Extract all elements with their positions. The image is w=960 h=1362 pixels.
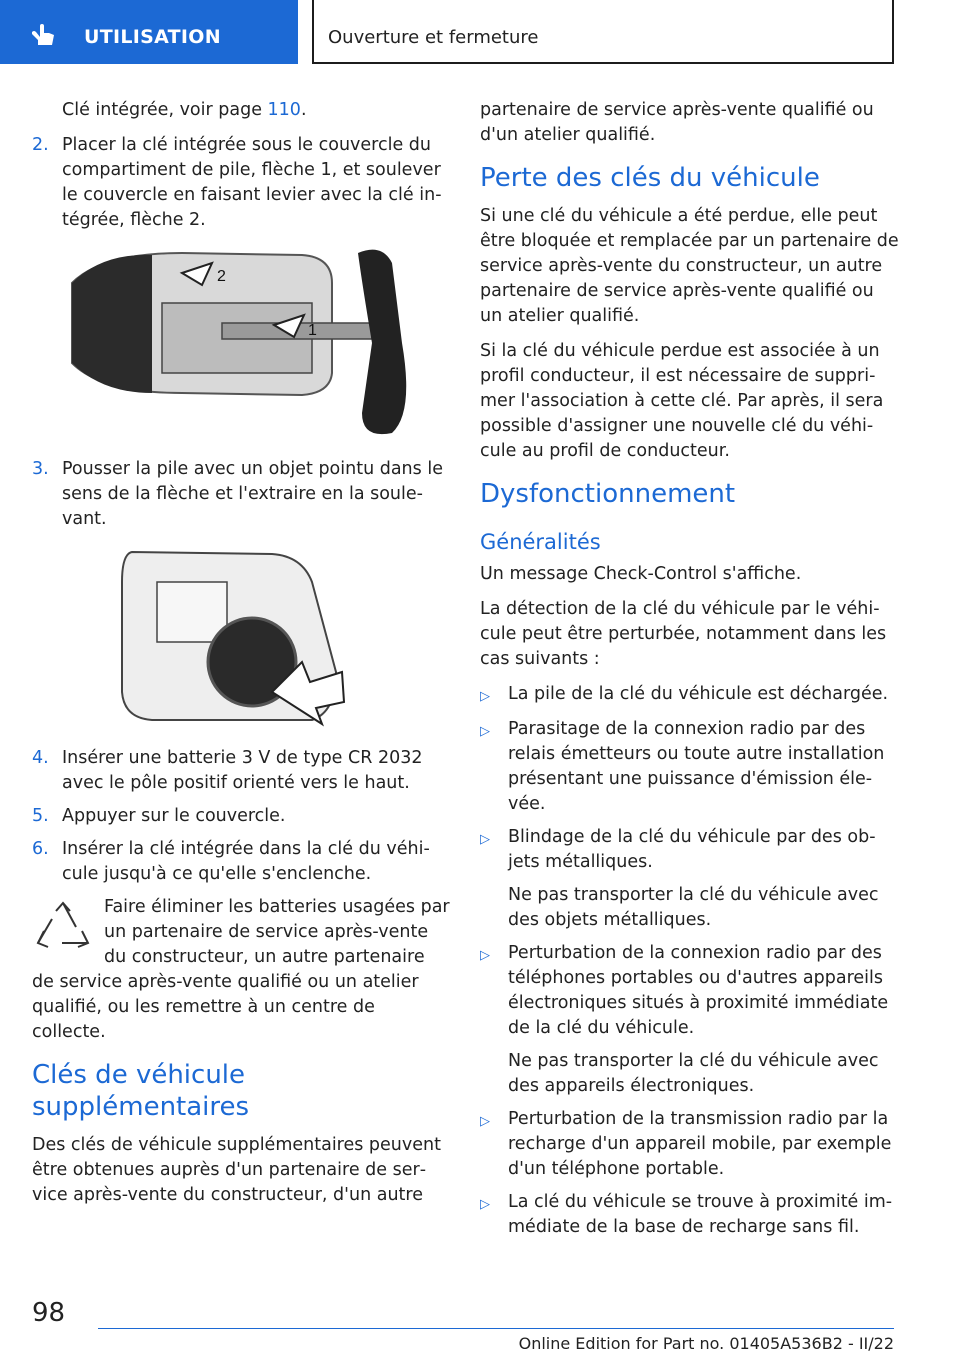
step-5 <box>32 804 452 829</box>
hand-pointer-icon <box>30 24 56 46</box>
footer-divider <box>98 1328 894 1329</box>
paragraph: Si une clé du véhicule a été perdue, elle peut être bloquée et remplacée par un partenaire de service après-vente du constructeur, un autre partenaire de service après-vente qualifié ou un atelier qualifié. <box>480 206 899 326</box>
list-item <box>480 717 900 817</box>
paragraph: La détection de la clé du véhicule par le véhicule peut être perturbée, notamment dans les cas suivants : <box>480 599 887 669</box>
list-subtext: Ne pas transporter la clé du véhicule avec des appareils électroniques. <box>508 1051 879 1096</box>
list-text: Perturbation de la transmission radio par la recharge d'un appareil mobile, par exemple d'un téléphone portable. <box>508 1109 892 1179</box>
note-text: Faire éliminer les batteries usagées par un partenaire de service après-vente du constructeur, un autre partenaire de service après-vente qualifié ou un atelier qualifié, ou les remettre à un centre de collecte. <box>32 897 450 1042</box>
recycle-note <box>32 895 452 1045</box>
step-number: 6. <box>32 839 49 859</box>
paragraph: partenaire de service après-vente qualifié ou d'un atelier qualifié. <box>480 100 874 145</box>
page-number: 98 <box>32 1298 66 1328</box>
figure-label-1: 1 <box>308 322 317 339</box>
list-item <box>480 1190 900 1240</box>
step-number: 5. <box>32 806 49 826</box>
step-number: 2. <box>32 135 49 155</box>
text: Clé intégrée, voir page <box>62 100 268 120</box>
list-item <box>480 1107 900 1182</box>
left-column <box>32 98 452 1218</box>
step-text: Pousser la pile avec un objet pointu dans le sens de la flèche et l'extraire en la soulevant. <box>62 459 443 529</box>
paragraph: Si la clé du véhicule perdue est associée à un profil conducteur, il est nécessaire de supprimer l'association à cette clé. Par après, il sera possible d'assigner une nouvelle clé du véhicule au profil de conducteur. <box>480 341 884 461</box>
paragraph: Un message Check-Control s'affiche. <box>480 564 802 584</box>
page-link[interactable]: 110 <box>267 100 301 120</box>
step-4 <box>32 746 452 796</box>
step-6 <box>32 837 452 887</box>
list-subtext: Ne pas transporter la clé du véhicule avec des objets métalliques. <box>508 885 879 930</box>
heading-lost-keys: Perte des clés du véhicule <box>480 163 820 193</box>
step-text: Placer la clé intégrée sous le couvercle du compartiment de pile, flèche 1, et soulever le couvercle en faisant levier avec la clé intégrée, flèche 2. <box>62 135 442 230</box>
text: . <box>300 100 307 120</box>
triangle-bullet-icon: ▷ <box>480 724 490 739</box>
chapter-title: Ouverture et fermeture <box>328 27 539 48</box>
list-text: La clé du véhicule se trouve à proximité immédiate de la base de recharge sans fil. <box>508 1192 893 1237</box>
list-text: Blindage de la clé du véhicule par des objets métalliques. <box>508 827 876 872</box>
list-item <box>480 682 900 709</box>
list-text: Parasitage de la connexion radio par des relais émetteurs ou toute autre installation présentant une puissance d'émission élevée. <box>508 719 885 814</box>
key-illustration-open <box>42 243 442 443</box>
step-text: Appuyer sur le couvercle. <box>62 806 286 826</box>
heading-general: Généralités <box>480 530 601 554</box>
triangle-bullet-icon: ▷ <box>480 689 490 704</box>
list-item <box>480 941 900 1041</box>
step-3 <box>32 457 452 532</box>
step-text: Insérer la clé intégrée dans la clé du véhicule jusqu'à ce qu'elle s'enclenche. <box>62 839 430 884</box>
heading-malfunction: Dysfonctionnement <box>480 479 736 509</box>
heading-extra-keys: Clés de véhicule supplémentaires <box>32 1060 250 1122</box>
section-tab <box>0 0 298 64</box>
recycle-icon <box>32 899 94 961</box>
key-illustration-battery <box>112 542 372 732</box>
paragraph <box>32 98 452 123</box>
step-text: Insérer une batterie 3 V de type CR 2032 avec le pôle positif orienté vers le haut. <box>62 748 423 793</box>
section-title: UTILISATION <box>84 26 221 48</box>
triangle-bullet-icon: ▷ <box>480 948 490 963</box>
triangle-bullet-icon: ▷ <box>480 1114 490 1129</box>
right-column <box>480 98 900 1248</box>
list-item <box>480 825 900 875</box>
triangle-bullet-icon: ▷ <box>480 1197 490 1212</box>
edition-label: Online Edition for Part no. 01405A536B2 - II/22 <box>518 1334 894 1353</box>
chapter-header <box>312 0 894 64</box>
step-number: 4. <box>32 748 49 768</box>
list-text: Perturbation de la connexion radio par des téléphones portables ou d'autres appareils électroniques situés à proximité immédiate de la clé du véhicule. <box>508 943 889 1038</box>
step-2 <box>32 133 452 233</box>
paragraph: Des clés de véhicule supplémentaires peuvent être obtenues auprès d'un partenaire de service après-vente du constructeur, d'un autre <box>32 1135 441 1205</box>
list-text: La pile de la clé du véhicule est déchargée. <box>508 684 889 704</box>
step-number: 3. <box>32 459 49 479</box>
figure-label-2: 2 <box>217 268 226 285</box>
triangle-bullet-icon: ▷ <box>480 832 490 847</box>
